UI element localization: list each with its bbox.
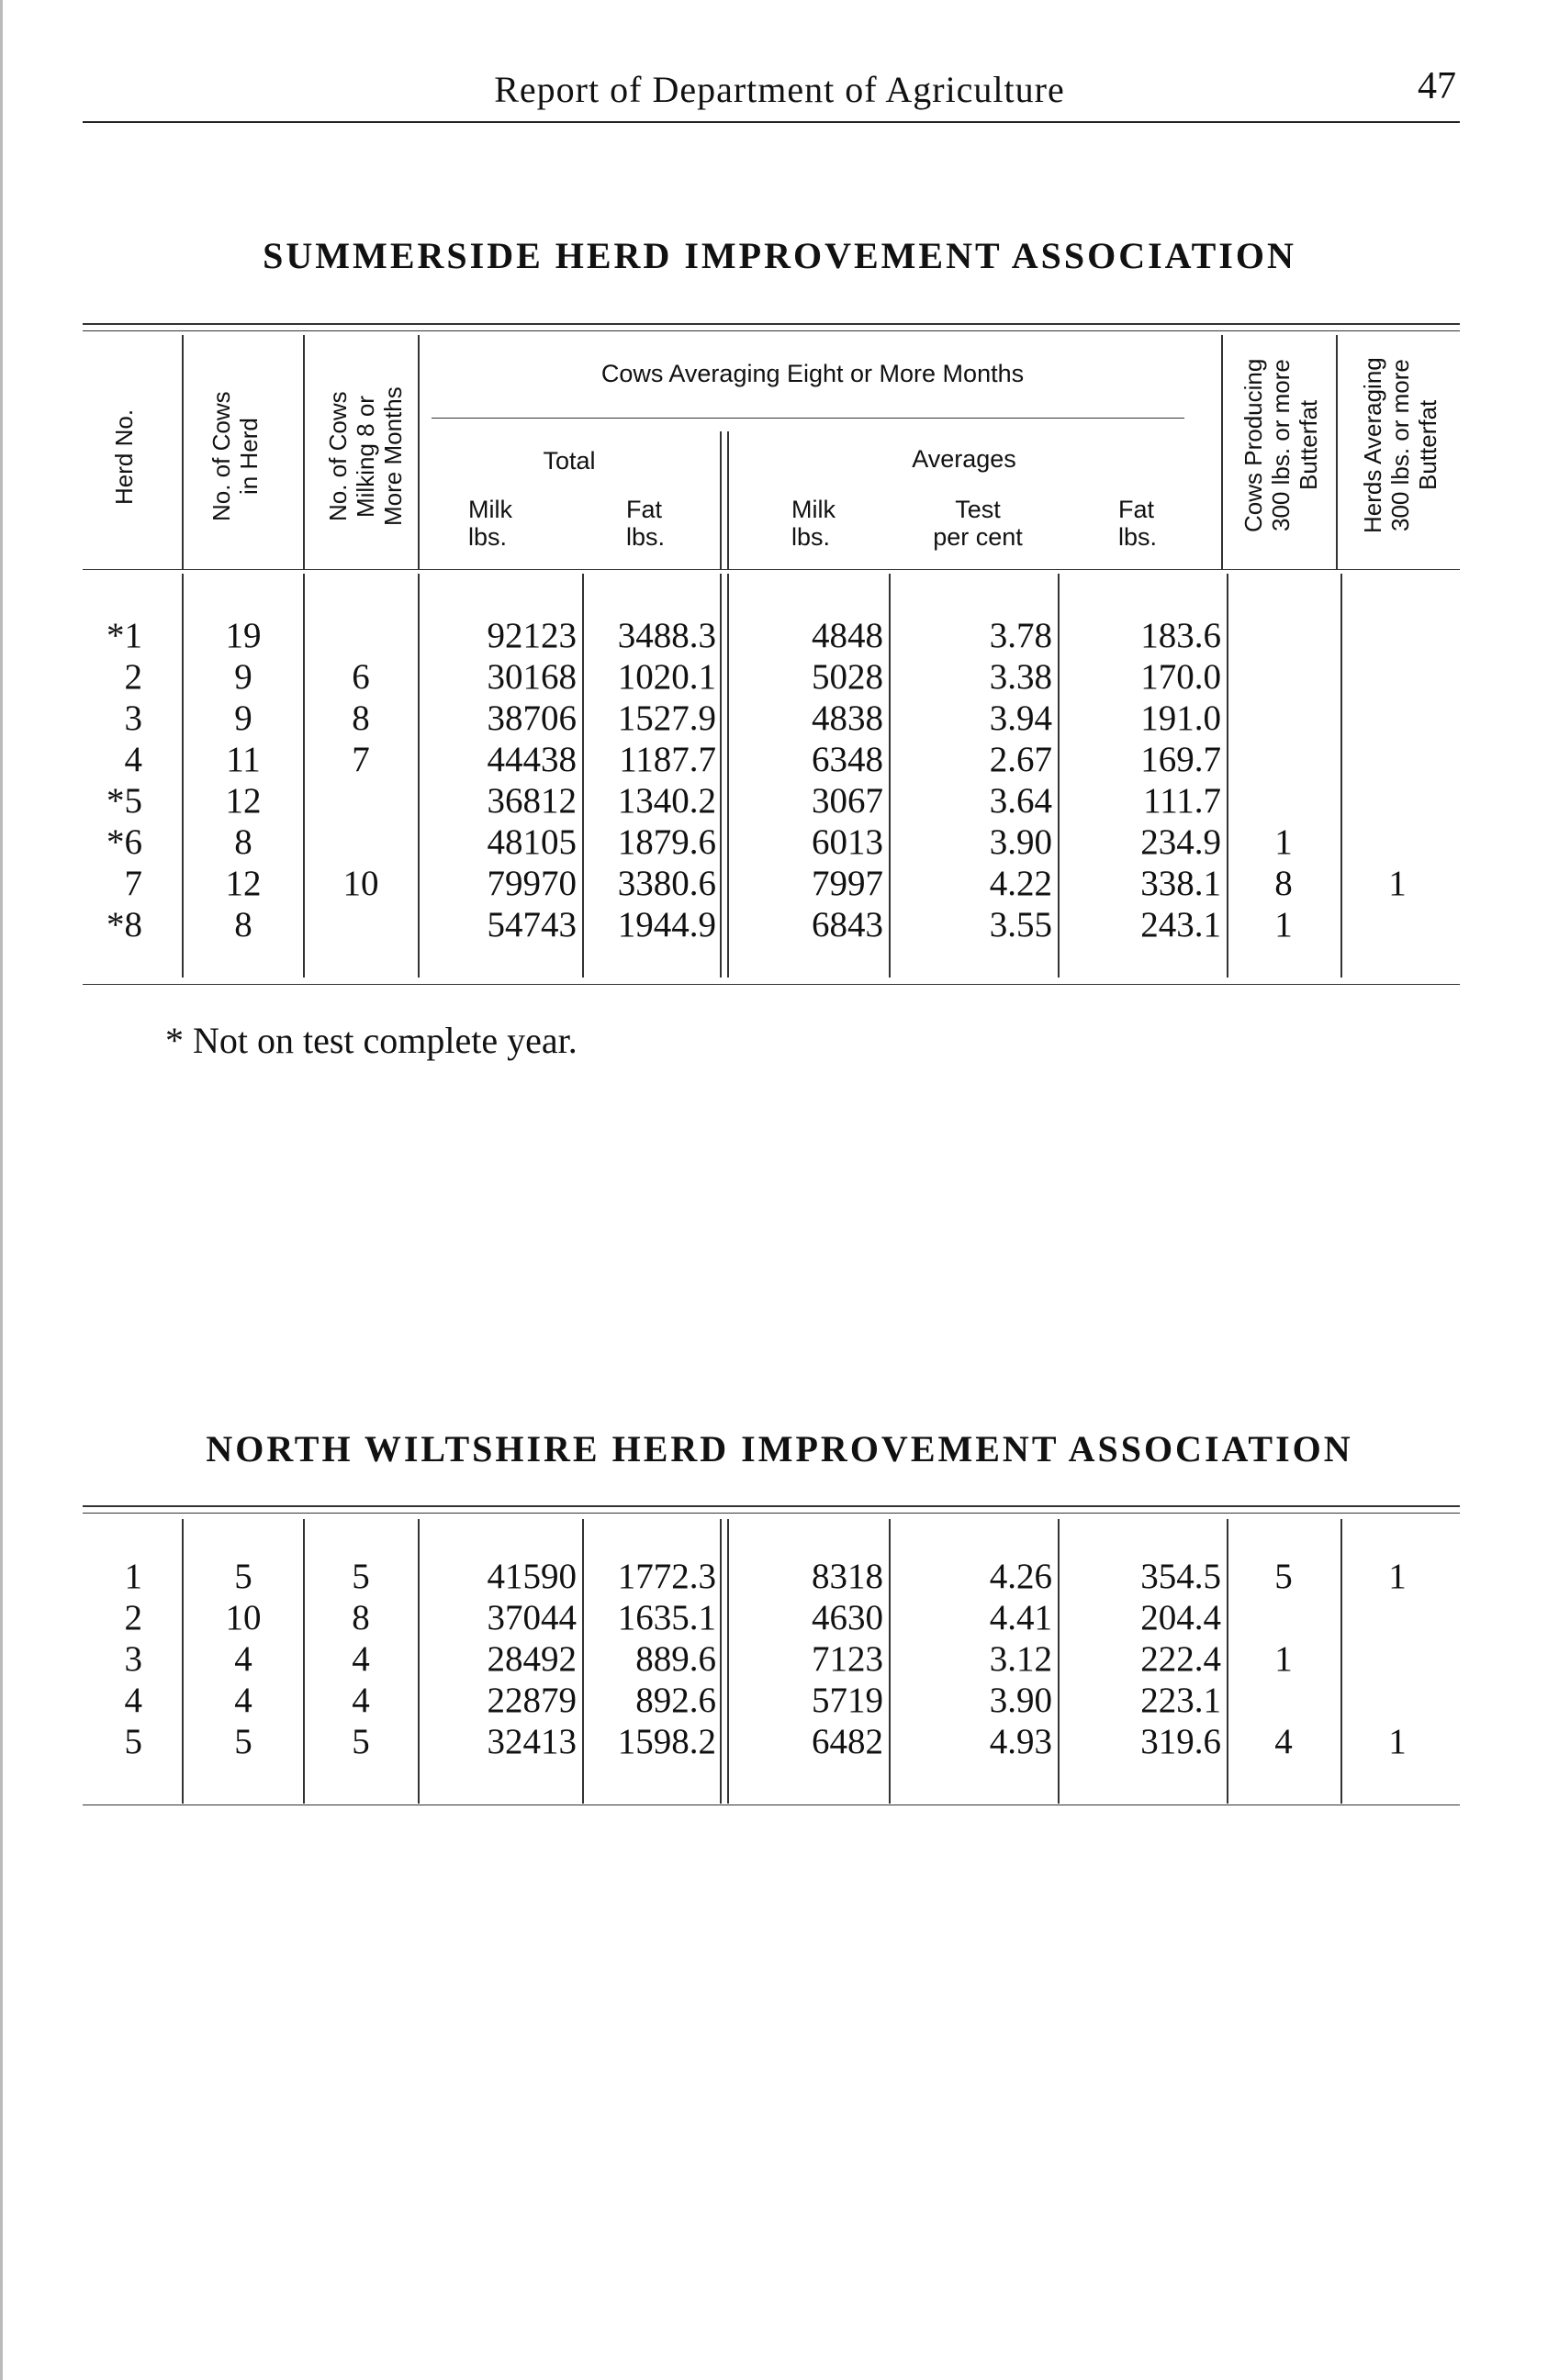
cell-producing: 8 — [1274, 864, 1293, 903]
cell-milking: 4 — [352, 1639, 370, 1679]
cell-avg-fat: 234.9 — [1140, 822, 1221, 862]
cell-avg-fat: 338.1 — [1140, 864, 1221, 903]
col-header-avg-test: Test per cent — [933, 496, 1023, 551]
cell-test: 4.41 — [989, 1598, 1052, 1637]
table-row — [0, 739, 1559, 779]
hdr-vline — [1221, 335, 1223, 569]
cell-avg-milk: 7123 — [812, 1639, 883, 1679]
cell-test: 4.93 — [989, 1722, 1052, 1761]
table-top-rule — [83, 1505, 1460, 1507]
col-header-herd-no: Herd No. — [110, 408, 138, 505]
cell-herd: 3 — [124, 1639, 142, 1679]
cell-test: 3.12 — [989, 1639, 1052, 1679]
col-header-avg-milk: Milk lbs. — [791, 496, 836, 551]
cell-milk: 32413 — [487, 1722, 577, 1761]
cell-avg-fat: 222.4 — [1140, 1639, 1221, 1679]
cell-milk: 92123 — [487, 616, 577, 655]
cell-milking: 8 — [352, 1598, 370, 1637]
cell-milking: 10 — [342, 864, 379, 903]
cell-herds: 1 — [1388, 864, 1407, 903]
table-row — [0, 1597, 1559, 1637]
cell-milk: 41590 — [487, 1557, 577, 1596]
cell-cows: 11 — [226, 740, 261, 779]
cell-fat: 3488.3 — [617, 616, 716, 655]
cell-cows: 8 — [234, 905, 252, 944]
cell-fat: 1598.2 — [617, 1722, 716, 1761]
table-top-rule — [83, 323, 1460, 325]
cell-herd: *6 — [107, 822, 142, 862]
cell-avg-milk: 6843 — [812, 905, 883, 944]
cell-avg-milk: 4848 — [812, 616, 883, 655]
cell-milking: 6 — [352, 657, 370, 697]
cell-test: 3.38 — [989, 657, 1052, 697]
cell-cows: 9 — [234, 698, 252, 738]
cell-avg-milk: 5028 — [812, 657, 883, 697]
cell-avg-fat: 243.1 — [1140, 905, 1221, 944]
cell-avg-fat: 183.6 — [1140, 616, 1221, 655]
col-header-milking: No. of Cows Milking 8 or More Months — [324, 386, 407, 527]
col-header-total: Total — [543, 447, 596, 475]
cell-herds: 1 — [1388, 1722, 1407, 1761]
table-row — [0, 1556, 1559, 1596]
cell-avg-fat: 111.7 — [1143, 781, 1221, 821]
table-title-summerside: SUMMERSIDE HERD IMPROVEMENT ASSOCIATION — [263, 235, 1296, 276]
cell-cows: 4 — [234, 1639, 252, 1679]
cell-milk: 79970 — [487, 864, 577, 903]
cell-avg-fat: 204.4 — [1140, 1598, 1221, 1637]
col-header-cows-producing: Cows Producing 300 lbs. or more Butterfat — [1239, 358, 1322, 532]
hdr-vline — [303, 335, 305, 569]
hdr-vline — [182, 335, 184, 569]
cell-test: 3.90 — [989, 1681, 1052, 1720]
cell-avg-milk: 4838 — [812, 698, 883, 738]
cell-test: 2.67 — [989, 740, 1052, 779]
footnote: * Not on test complete year. — [165, 1020, 578, 1061]
cell-test: 3.55 — [989, 905, 1052, 944]
table-top-rule-2 — [83, 1513, 1460, 1514]
header-rule — [83, 121, 1460, 123]
cell-milk: 37044 — [487, 1598, 577, 1637]
cell-milk: 22879 — [487, 1681, 577, 1720]
cell-fat: 889.6 — [635, 1639, 716, 1679]
cell-herd: 2 — [124, 657, 142, 697]
cell-test: 3.64 — [989, 781, 1052, 821]
table-top-rule-2 — [83, 330, 1460, 331]
cell-avg-milk: 4630 — [812, 1598, 883, 1637]
table-row — [0, 780, 1559, 821]
cell-fat: 1772.3 — [617, 1557, 716, 1596]
cell-test: 4.22 — [989, 864, 1052, 903]
table-row — [0, 698, 1559, 738]
cell-avg-milk: 3067 — [812, 781, 883, 821]
cell-cows: 5 — [234, 1722, 252, 1761]
table-row — [0, 656, 1559, 697]
col-header-total-milk: Milk lbs. — [468, 496, 512, 551]
cell-cows: 10 — [225, 1598, 262, 1637]
table-title-north-wiltshire: NORTH WILTSHIRE HERD IMPROVEMENT ASSOCIATION — [206, 1428, 1353, 1469]
hdr-vline — [1336, 335, 1338, 569]
cell-test: 4.26 — [989, 1557, 1052, 1596]
cell-herd: 4 — [124, 740, 142, 779]
cell-milk: 30168 — [487, 657, 577, 697]
cell-cows: 12 — [225, 864, 262, 903]
cell-avg-milk: 5719 — [812, 1681, 883, 1720]
cell-milk: 38706 — [487, 698, 577, 738]
col-group-header: Cows Averaging Eight or More Months — [600, 360, 1025, 387]
cell-herd: 3 — [124, 698, 142, 738]
cell-milk: 36812 — [487, 781, 577, 821]
col-header-herds-averaging: Herds Averaging 300 lbs. or more Butterfat — [1359, 357, 1441, 533]
cell-avg-milk: 6482 — [812, 1722, 883, 1761]
cell-cows: 4 — [234, 1681, 252, 1720]
cell-milking: 5 — [352, 1557, 370, 1596]
cell-avg-milk: 6013 — [812, 822, 883, 862]
cell-test: 3.78 — [989, 616, 1052, 655]
cell-producing: 5 — [1274, 1557, 1293, 1596]
hdr-vline — [720, 431, 722, 569]
cell-cows: 8 — [234, 822, 252, 862]
table-bottom-rule — [83, 984, 1460, 985]
cell-fat: 1879.6 — [617, 822, 716, 862]
cell-fat: 1340.2 — [617, 781, 716, 821]
cell-fat: 1635.1 — [617, 1598, 716, 1637]
cell-milking: 7 — [352, 740, 370, 779]
cell-cows: 12 — [225, 781, 262, 821]
page-number: 47 — [1418, 65, 1456, 107]
table-row — [0, 863, 1559, 903]
cell-herd: 7 — [124, 864, 142, 903]
cell-test: 3.90 — [989, 822, 1052, 862]
cell-avg-milk: 6348 — [812, 740, 883, 779]
header-bottom-rule — [83, 569, 1460, 570]
cell-producing: 1 — [1274, 822, 1293, 862]
cell-avg-milk: 8318 — [812, 1557, 883, 1596]
cell-herd: 1 — [124, 1557, 142, 1596]
cell-milk: 44438 — [487, 740, 577, 779]
cell-herds: 1 — [1388, 1557, 1407, 1596]
cell-milking: 4 — [352, 1681, 370, 1720]
table-row — [0, 615, 1559, 655]
col-header-no-cows: No. of Cows in Herd — [207, 391, 263, 522]
scan-edge-mark — [0, 0, 3, 2380]
cell-avg-fat: 191.0 — [1140, 698, 1221, 738]
col-header-total-fat: Fat lbs. — [626, 496, 666, 551]
table-row — [0, 1638, 1559, 1679]
cell-avg-fat: 319.6 — [1140, 1722, 1221, 1761]
cell-fat: 1187.7 — [619, 740, 716, 779]
cell-fat: 892.6 — [635, 1681, 716, 1720]
hdr-vline — [418, 335, 420, 569]
cell-producing: 1 — [1274, 1639, 1293, 1679]
hdr-vline — [727, 431, 729, 569]
group-rule — [432, 418, 1184, 419]
table-row — [0, 821, 1559, 862]
cell-herd: 5 — [124, 1722, 142, 1761]
cell-milking: 8 — [352, 698, 370, 738]
cell-milking: 5 — [352, 1722, 370, 1761]
table-row — [0, 1721, 1559, 1761]
cell-avg-fat: 354.5 — [1140, 1557, 1221, 1596]
cell-milk: 28492 — [487, 1639, 577, 1679]
cell-avg-milk: 7997 — [812, 864, 883, 903]
col-header-averages: Averages — [912, 445, 1016, 473]
cell-fat: 3380.6 — [617, 864, 716, 903]
cell-fat: 1944.9 — [617, 905, 716, 944]
cell-avg-fat: 169.7 — [1140, 740, 1221, 779]
cell-fat: 1527.9 — [617, 698, 716, 738]
running-title: Report of Department of Agriculture — [494, 69, 1065, 110]
cell-test: 3.94 — [989, 698, 1052, 738]
table-row — [0, 1680, 1559, 1720]
cell-milk: 48105 — [487, 822, 577, 862]
cell-herd: *8 — [107, 905, 142, 944]
cell-fat: 1020.1 — [617, 657, 716, 697]
cell-milk: 54743 — [487, 905, 577, 944]
cell-herd: *5 — [107, 781, 142, 821]
col-header-avg-fat: Fat lbs. — [1118, 496, 1158, 551]
cell-cows: 19 — [225, 616, 262, 655]
cell-avg-fat: 170.0 — [1140, 657, 1221, 697]
cell-cows: 9 — [234, 657, 252, 697]
cell-avg-fat: 223.1 — [1140, 1681, 1221, 1720]
table-row — [0, 904, 1559, 944]
cell-producing: 1 — [1274, 905, 1293, 944]
cell-herd: 2 — [124, 1598, 142, 1637]
cell-producing: 4 — [1274, 1722, 1293, 1761]
cell-cows: 5 — [234, 1557, 252, 1596]
cell-herd: 4 — [124, 1681, 142, 1720]
cell-herd: *1 — [107, 616, 142, 655]
